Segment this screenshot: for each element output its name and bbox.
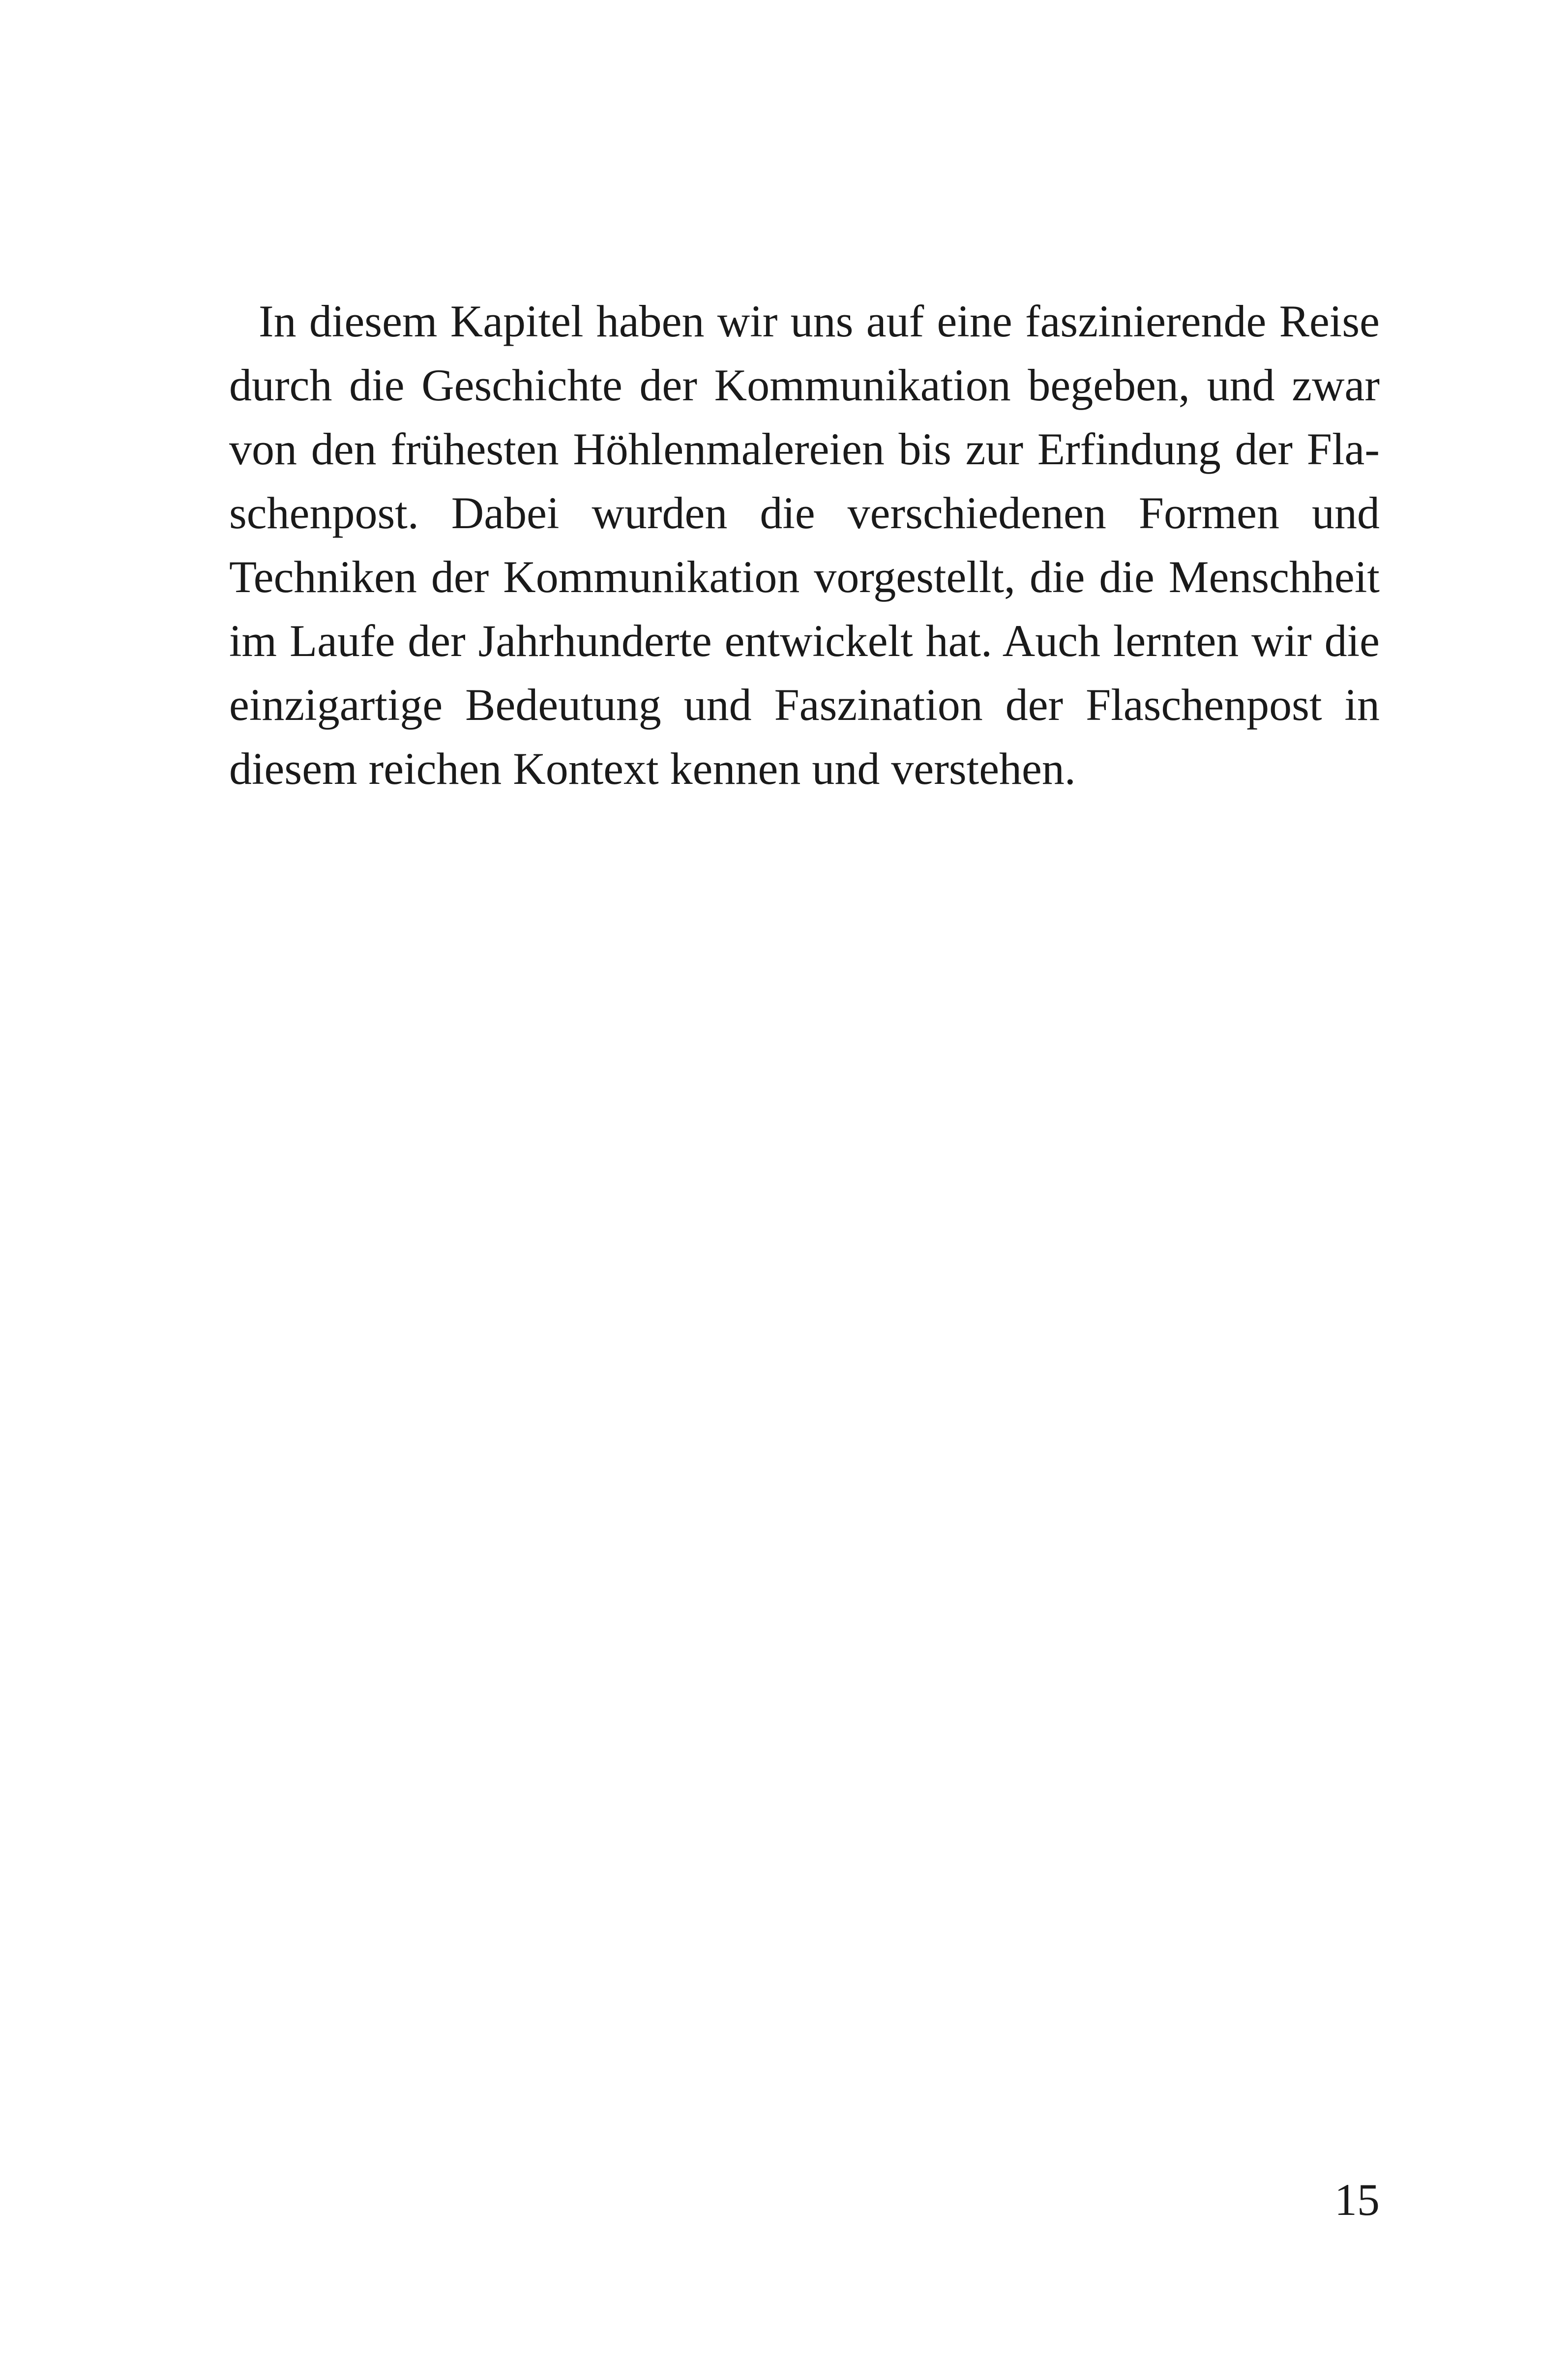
paragraph-line: im Laufe der Jahrhunderte entwickelt hat. Auch lernten wir die <box>229 616 1380 666</box>
body-paragraph <box>229 289 1380 801</box>
page-number: 15 <box>1334 2175 1380 2225</box>
paragraph-line: Techniken der Kommunikation vorgestellt, die die Menschheit <box>229 552 1380 602</box>
paragraph-line: schenpost. Dabei wurden die verschiedenen Formen und <box>229 488 1380 538</box>
paragraph-line: In diesem Kapitel haben wir uns auf eine faszinierende Reise <box>259 296 1380 346</box>
paragraph-line: diesem reichen Kontext kennen und verstehen. <box>229 744 1076 794</box>
paragraph-line: von den frühesten Höhlenmalereien bis zur Erfindung der Fla- <box>229 424 1380 474</box>
paragraph-line: durch die Geschichte der Kommunikation begeben, und zwar <box>229 360 1380 410</box>
paragraph-line: einzigartige Bedeutung und Faszination der Flaschenpost in <box>229 680 1380 730</box>
